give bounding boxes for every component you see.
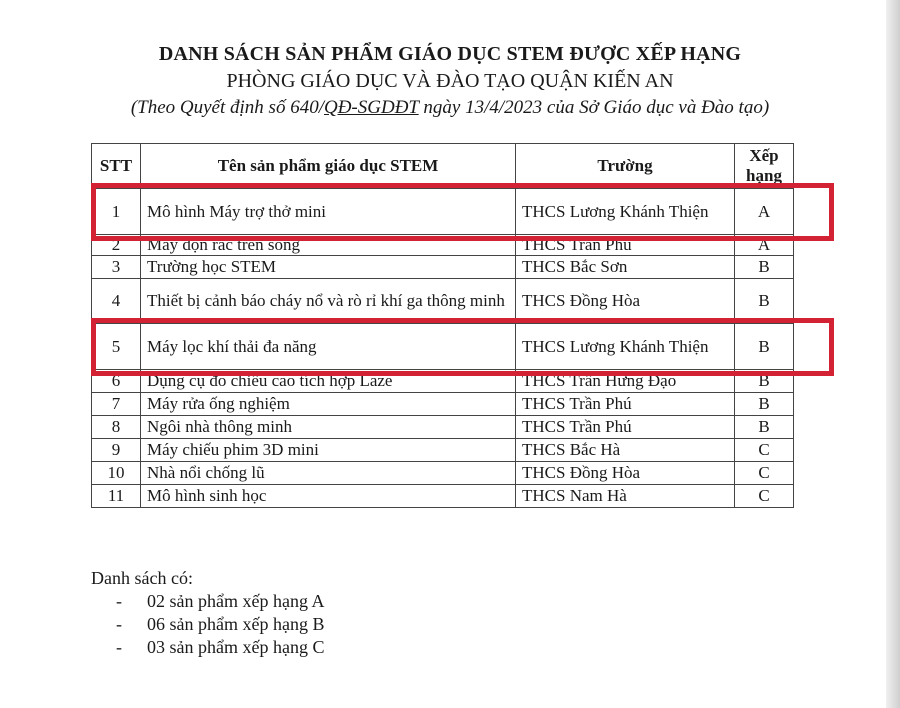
row-school: THCS Trần Hưng Đạo	[516, 370, 735, 393]
document-title: DANH SÁCH SẢN PHẨM GIÁO DỤC STEM ĐƯỢC XẾP HẠNG	[158, 43, 742, 65]
row-stt: 4	[92, 279, 141, 324]
column-header-school: Trường	[516, 144, 735, 189]
document-subtitle: PHÒNG GIÁO DỤC VÀ ĐÀO TẠO QUẬN KIẾN AN	[226, 70, 674, 92]
summary-item-text: 03 sản phẩm xếp hạng C	[147, 637, 325, 657]
table-row	[92, 256, 794, 279]
row-stt: 1	[92, 189, 141, 235]
row-school: THCS Trần Phú	[516, 393, 735, 416]
row-product-name: Nhà nổi chống lũ	[141, 462, 516, 485]
row-product-name: Máy rửa ống nghiệm	[141, 393, 516, 416]
decision-code: QĐ-SGDĐT	[323, 97, 419, 118]
row-school: THCS Bắc Hà	[516, 439, 735, 462]
table-row	[92, 485, 794, 508]
summary-item	[91, 614, 324, 637]
row-product-name: Máy chiếu phim 3D mini	[141, 439, 516, 462]
row-stt: 8	[92, 416, 141, 439]
column-header-product: Tên sản phẩm giáo dục STEM	[141, 144, 516, 189]
summary-intro: Danh sách có:	[91, 568, 193, 588]
table-row	[92, 439, 794, 462]
row-product-name: Mô hình Máy trợ thở mini	[141, 189, 516, 235]
row-school: THCS Trần Phú	[516, 235, 735, 256]
row-product-name: Máy lọc khí thải đa năng	[141, 324, 516, 370]
row-stt: 10	[92, 462, 141, 485]
table-row	[92, 393, 794, 416]
highlight-box-row-5	[91, 318, 834, 376]
decision-prefix: (Theo Quyết định số 640/	[130, 97, 324, 118]
row-stt: 6	[92, 370, 141, 393]
row-stt: 7	[92, 393, 141, 416]
column-header-rank: Xếp hạng	[735, 144, 794, 189]
row-rank: A	[735, 189, 794, 235]
row-school: THCS Trần Phú	[516, 416, 735, 439]
row-rank: B	[735, 370, 794, 393]
row-product-name: Ngôi nhà thông minh	[141, 416, 516, 439]
row-school: THCS Lương Khánh Thiện	[516, 324, 735, 370]
summary-item	[91, 591, 324, 614]
summary-item-text: 02 sản phẩm xếp hạng A	[147, 591, 325, 611]
table-row	[92, 462, 794, 485]
row-rank: C	[735, 485, 794, 508]
highlight-box-row-1	[91, 183, 834, 241]
row-rank: B	[735, 256, 794, 279]
row-stt: 5	[92, 324, 141, 370]
row-school: THCS Đồng Hòa	[516, 279, 735, 324]
row-product-name: Dụng cụ đo chiều cao tích hợp Laze	[141, 370, 516, 393]
row-stt: 2	[92, 235, 141, 256]
row-product-name: Mô hình sinh học	[141, 485, 516, 508]
row-school: THCS Lương Khánh Thiện	[516, 189, 735, 235]
row-product-name: Thiết bị cảnh báo cháy nổ và rò rỉ khí ga thông minh	[141, 279, 516, 324]
decision-suffix: ngày 13/4/2023 của Sở Giáo dục và Đào tạo)	[418, 97, 770, 118]
row-product-name: Máy dọn rác trên sông	[141, 235, 516, 256]
row-rank: A	[735, 235, 794, 256]
page-edge-shadow	[886, 0, 900, 708]
row-stt: 9	[92, 439, 141, 462]
decision-reference	[0, 97, 900, 119]
row-product-name: Trường học STEM	[141, 256, 516, 279]
column-header-stt: STT	[92, 144, 141, 189]
row-rank: B	[735, 393, 794, 416]
row-school: THCS Bắc Sơn	[516, 256, 735, 279]
row-rank: C	[735, 462, 794, 485]
bullet-dash: -	[116, 591, 122, 611]
row-school: THCS Nam Hà	[516, 485, 735, 508]
summary-item	[91, 637, 324, 660]
row-rank: B	[735, 279, 794, 324]
bullet-dash: -	[116, 637, 122, 657]
row-school: THCS Đồng Hòa	[516, 462, 735, 485]
summary-item-text: 06 sản phẩm xếp hạng B	[147, 614, 325, 634]
bullet-dash: -	[116, 614, 122, 634]
row-rank: B	[735, 416, 794, 439]
table-row	[92, 416, 794, 439]
row-rank: C	[735, 439, 794, 462]
row-stt: 3	[92, 256, 141, 279]
row-stt: 11	[92, 485, 141, 508]
row-rank: B	[735, 324, 794, 370]
summary-section	[91, 568, 324, 660]
